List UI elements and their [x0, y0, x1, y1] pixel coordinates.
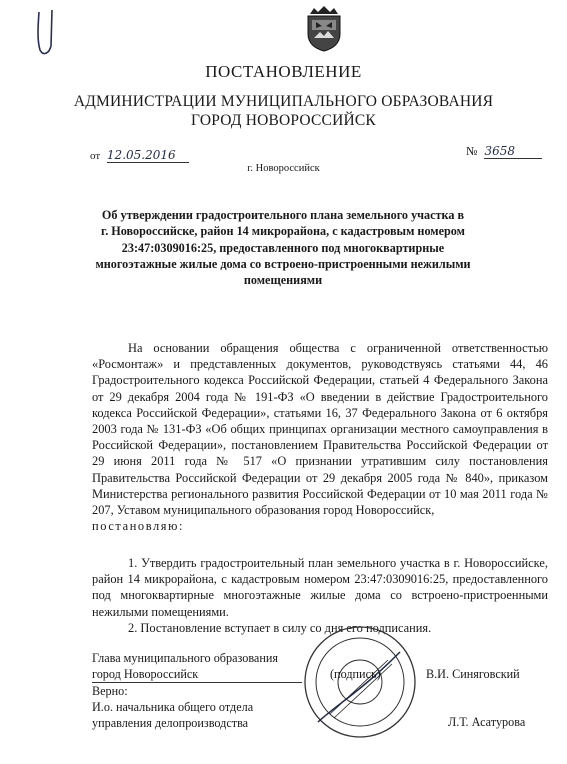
administration-title [0, 92, 567, 130]
head-title [92, 650, 302, 683]
number-value: 3658 [484, 144, 542, 159]
document-type-title: ПОСТАНОВЛЕНИЕ [205, 62, 362, 81]
acting-title-line2: управления делопроизводства [92, 716, 249, 730]
administration-title-line2: ГОРОД НОВОРОССИЙСК [191, 112, 376, 129]
coat-of-arms-icon [302, 4, 346, 52]
subject-line: Об утверждении градостроительного плана земельного участка в [101, 208, 465, 222]
resolution-item-1: 1. Утвердить градостроительный план земельного участка в г. Новороссийске, район 14 микрорайона, с кадастровым номером 23:47:0309016:25, предоставленного под многоквартирные многоэтажные жилые дома со встроено-пристроенными нежилыми помещениями. [92, 556, 548, 619]
date-value: 12.05.2016 [107, 148, 189, 163]
subject-line: многоэтажные жилые дома со встроено-пристроенными нежилыми [95, 256, 471, 271]
administration-title-line1: АДМИНИСТРАЦИИ МУНИЦИПАЛЬНОГО ОБРАЗОВАНИЯ [73, 93, 494, 110]
head-title-line2: город Новороссийск [92, 666, 302, 683]
date-row [90, 148, 189, 163]
signed-mark: (подпись) [330, 667, 381, 681]
subject-line: 23:47:0309016:25, предоставленного под многоквартирные [121, 240, 445, 255]
date-prefix: от [90, 150, 101, 162]
verified-block [92, 683, 253, 731]
number-row [466, 144, 542, 159]
preamble-paragraph: На основании обращения общества с ограниченной ответственностью «Росмонтаж» и представленных документов, руководствуясь статьями 44, 46 Градостроительного кодекса Российской Федерации, статьей 4 Федерального Закона от 29 декабря 2004 года № 191-ФЗ «О введении в действие Градостроительного кодекса Российской Федерации», статьями 16, 37 Федерального Закона от 6 октября 2003 года № 131-ФЗ «Об общих принципах организации местного самоуправления в Российской Федерации», постановлением Правительства Российской Федерации от 29 июня 2011 года № 517 «О признании утратившим силу постановления Правительства Российской Федерации от 29 декабря 2005 года № 840», приказом Министерства регионального развития Российской Федерации от 10 мая 2011 года № 207, Уставом муниципального образования город Новороссийск, [92, 341, 548, 518]
subject-line: г. Новороссийске, район 14 микрорайона, с кадастровым номером [101, 224, 465, 239]
acting-name: Л.Т. Асатурова [448, 715, 526, 729]
head-title-line1: Глава муниципального образования [92, 651, 278, 665]
number-prefix: № [466, 144, 478, 158]
subject-line: помещениями [243, 273, 323, 288]
subject-heading [78, 207, 488, 288]
resolution-item-2: 2. Постановление вступает в силу со дня его подписания. [128, 620, 432, 635]
city-label: г. Новороссийск [247, 163, 320, 174]
acting-title-line1: И.о. начальника общего отдела [92, 700, 254, 714]
seal-stamp-icon [300, 622, 420, 742]
preamble [92, 340, 548, 534]
verified-label: Верно: [92, 684, 128, 698]
head-name: В.И. Синяговский [426, 667, 520, 681]
decree-word: постановляю: [92, 519, 184, 534]
handwritten-mark-icon [34, 8, 56, 58]
